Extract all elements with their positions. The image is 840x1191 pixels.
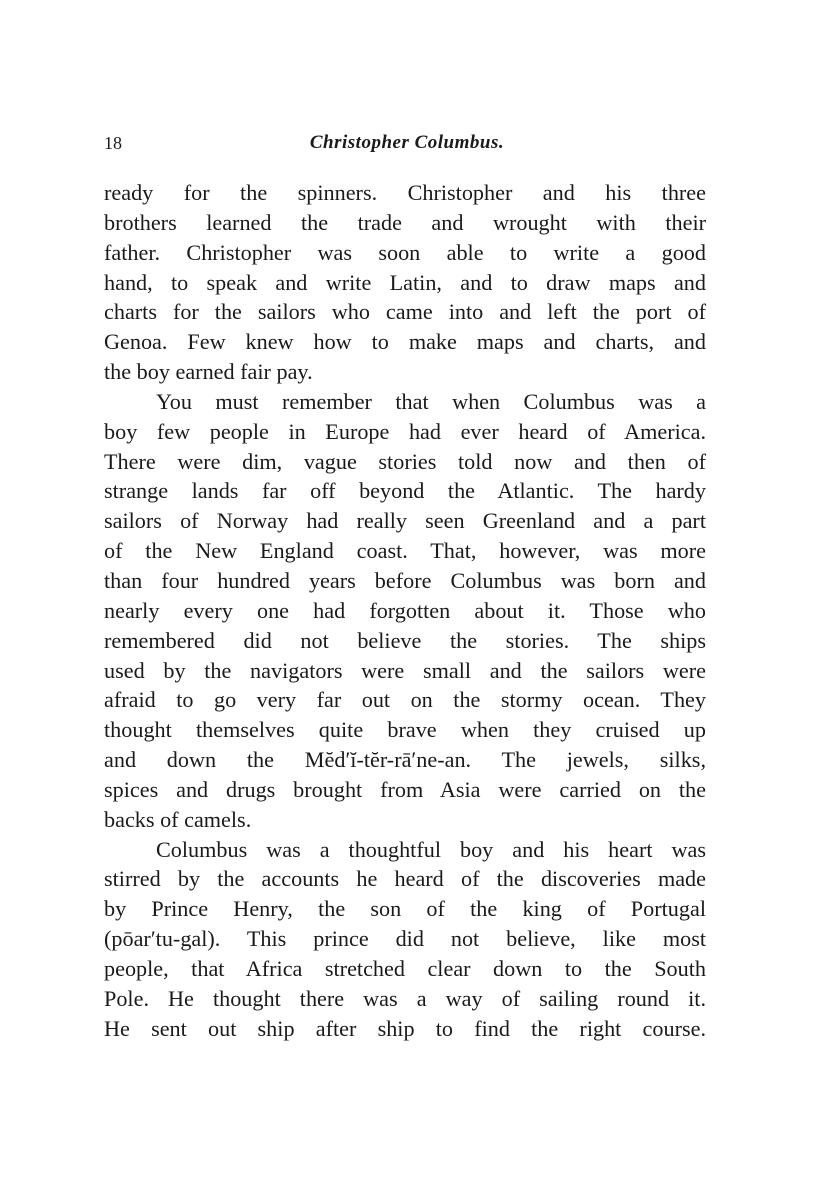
text-line: people, that Africa stretched clear down to the South <box>104 955 706 981</box>
page-number: 18 <box>104 133 122 153</box>
text-line: strange lands far off beyond the Atlantic. The hardy <box>104 478 706 504</box>
body-text <box>104 178 706 1043</box>
running-head <box>104 128 710 158</box>
text-line: ready for the spinners. Christopher and his three <box>104 180 706 205</box>
text-line: He sent out ship after ship to find the right course. <box>104 1015 706 1041</box>
text-line: You must remember that when Columbus was a <box>156 388 706 414</box>
text-line: afraid to go very far out on the stormy ocean. They <box>104 687 706 713</box>
text-line: thought themselves quite brave when they cruised up <box>104 717 706 743</box>
text-line: There were dim, vague stories told now and then of <box>104 448 706 474</box>
text-line: backs of camels. <box>104 806 252 832</box>
text-line: boy few people in Europe had ever heard of America. <box>104 418 706 444</box>
text-line: than four hundred years before Columbus was born and <box>104 567 706 593</box>
text-line: by Prince Henry, the son of the king of Portugal <box>104 896 706 922</box>
text-line: the boy earned fair pay. <box>104 359 313 385</box>
text-line: Pole. He thought there was a way of sailing round it. <box>104 985 706 1011</box>
text-line: father. Christopher was soon able to write a good <box>104 239 706 265</box>
running-title: Christopher Columbus. <box>309 132 505 153</box>
text-line: used by the navigators were small and the sailors were <box>104 657 706 683</box>
text-line: hand, to speak and write Latin, and to draw maps and <box>104 269 706 295</box>
text-line: charts for the sailors who came into and left the port of <box>104 299 706 325</box>
text-line: and down the Mĕd′ĭ-tĕr-rā′ne-an. The jewels, silks, <box>104 747 706 773</box>
text-line: Genoa. Few knew how to make maps and charts, and <box>104 329 706 355</box>
text-line: spices and drugs brought from Asia were carried on the <box>104 776 706 802</box>
text-line: remembered did not believe the stories. The ships <box>104 627 706 653</box>
text-line: Columbus was a thoughtful boy and his heart was <box>156 836 706 862</box>
text-line: sailors of Norway had really seen Greenland and a part <box>104 508 706 534</box>
text-line: stirred by the accounts he heard of the discoveries made <box>104 866 706 892</box>
text-line: nearly every one had forgotten about it. Those who <box>104 597 706 623</box>
text-line: (pōar′tu-gal). This prince did not believe, like most <box>104 926 706 952</box>
text-line: of the New England coast. That, however, was more <box>104 538 706 564</box>
text-line: brothers learned the trade and wrought with their <box>104 209 706 235</box>
